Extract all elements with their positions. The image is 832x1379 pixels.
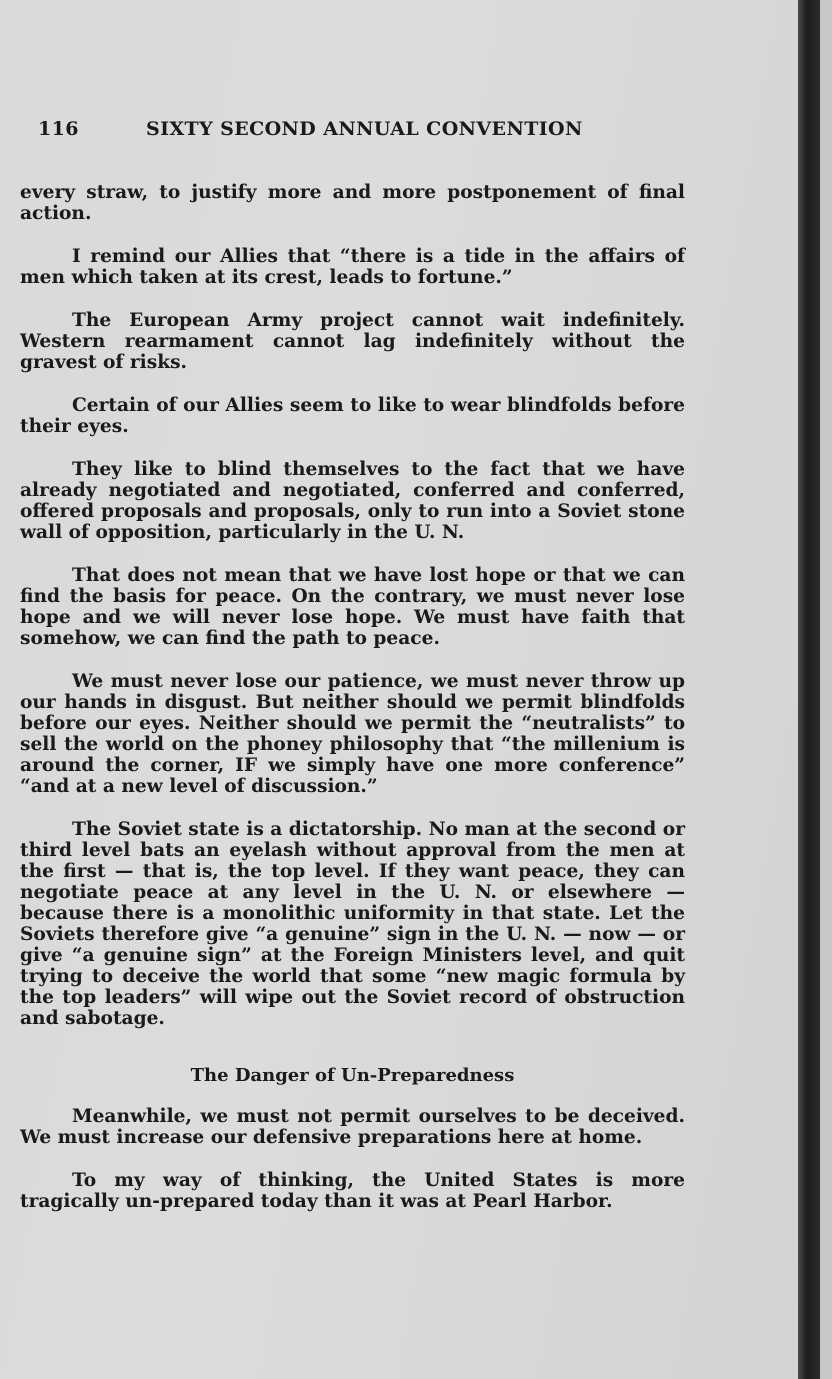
paragraph: The Soviet state is a dictatorship. No man at the second or third level bats an eyelash without approval from the men at the first — that is, the top level. If they want peace, they can negotiate peace at any level in the U. N. or elsewhere — because there is a monolithic uniformity in that state. Let the Soviets therefore give “a genuine” sign in the U. N. — now — or give “a genuine sign” at the Foreign Ministers level, and quit trying to deceive the world that some “new magic formula by the top leaders” will wipe out the Soviet record of obstruction and sabotage. [20,819,685,1029]
running-title: SIXTY SECOND ANNUAL CONVENTION [146,118,583,140]
paragraph: We must never lose our patience, we must never throw up our hands in disgust. But neither should we permit blindfolds before our eyes. Neither should we permit the “neutralists” to sell the world on the phoney philosophy that “the millenium is around the corner, IF we simply have one more conference” “and at a new level of discussion.” [20,671,685,797]
section-heading: The Danger of Un-Preparedness [190,1065,515,1086]
paragraph: Meanwhile, we must not permit ourselves to be deceived. We must increase our defensive preparations here at home. [20,1106,685,1148]
paragraph: They like to blind themselves to the fact that we have already negotiated and negotiated, conferred and conferred, offered proposals and proposals, only to run into a Soviet stone wall of opposition, particularly in the U. N. [20,459,685,543]
page-edge [820,0,832,1379]
paragraph: That does not mean that we have lost hope or that we can find the basis for peace. On the contrary, we must never lose hope and we will never lose hope. We must have faith that somehow, we can find the path to peace. [20,565,685,649]
running-header [38,118,598,140]
paragraph: The European Army project cannot wait indefinitely. Western rearmament cannot lag indefinitely without the gravest of risks. [20,310,685,373]
paragraph-continued: every straw, to justify more and more postponement of final action. [20,182,685,224]
book-spine [798,0,820,1379]
paragraph: Certain of our Allies seem to like to wear blindfolds before their eyes. [20,395,685,437]
page-number: 116 [38,118,79,140]
paragraph: To my way of thinking, the United States is more tragically un-prepared today than it was at Pearl Harbor. [20,1170,685,1212]
paragraph: I remind our Allies that “there is a tide in the affairs of men which taken at its crest, leads to fortune.” [20,246,685,288]
body-text [20,182,685,1234]
